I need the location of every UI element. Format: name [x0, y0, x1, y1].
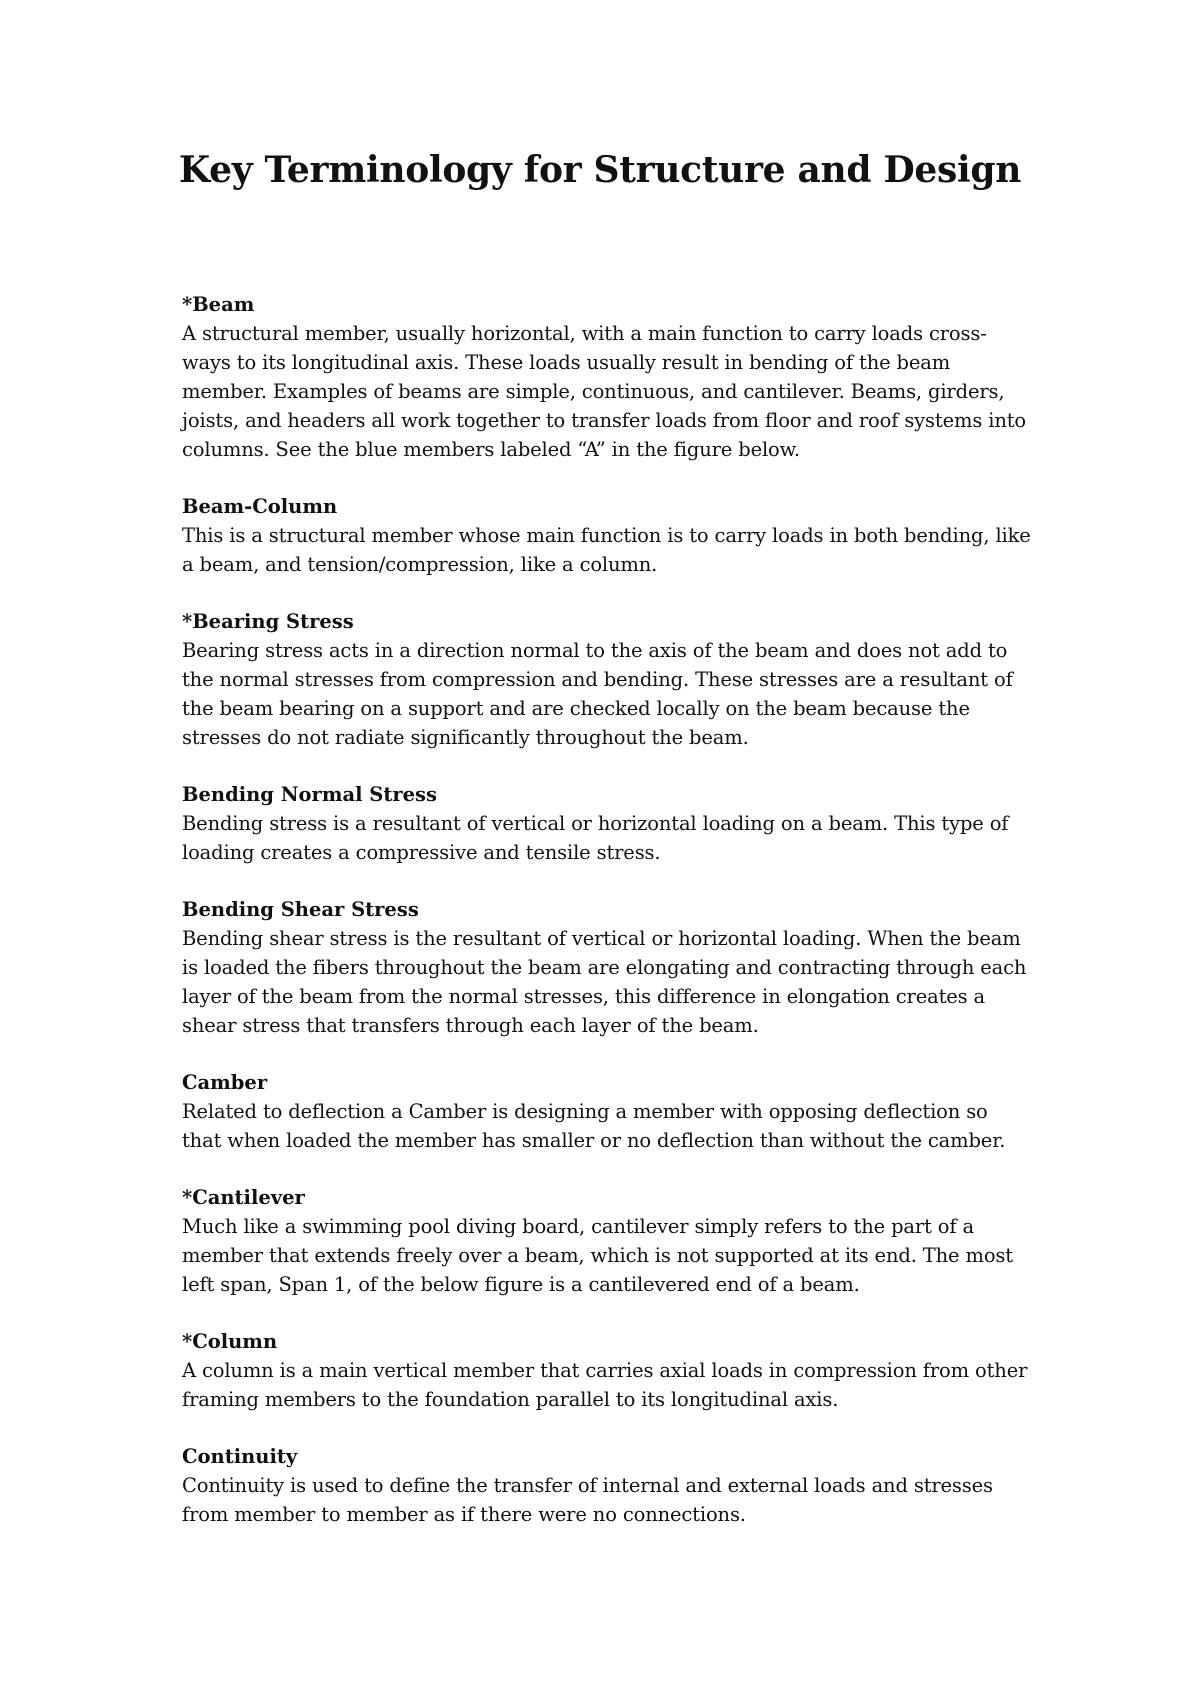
term-entry-column [182, 1327, 1032, 1414]
term-definition: Bearing stress acts in a direction normal to the axis of the beam and does not add to the normal stresses from compression and bending. These stresses are a resultant of the beam bearing on a support and are checked locally on the beam because the stresses do not radiate significantly throughout the beam. [182, 639, 1013, 749]
term-entry-beam-column [182, 492, 1032, 579]
term-name: Bending Shear Stress [182, 898, 419, 921]
term-entry-bearing-stress [182, 607, 1032, 752]
term-definition: Bending stress is a resultant of vertical or horizontal loading on a beam. This type of loading creates a compressive and tensile stress. [182, 812, 1009, 864]
term-definition: A structural member, usually horizontal, with a main function to carry loads cross-ways to its longitudinal axis. These loads usually result in bending of the beam member. Examples of beams are simple, continuous, and cantilever. Beams, girders, joists, and headers all work together to transfer loads from floor and roof systems into columns. See the blue members labeled “A” in the figure below. [182, 322, 1027, 461]
term-name: Beam-Column [182, 495, 338, 518]
term-entry-bending-shear-stress [182, 895, 1032, 1040]
term-name: Continuity [182, 1445, 298, 1468]
term-name: Camber [182, 1071, 268, 1094]
term-entry-cantilever [182, 1183, 1032, 1299]
term-definition: Much like a swimming pool diving board, cantilever simply refers to the part of a member that extends freely over a beam, which is not supported at its end. The most left span, Span 1, of the below figure is a cantilevered end of a beam. [182, 1215, 1013, 1296]
term-definition: A column is a main vertical member that carries axial loads in compression from other framing members to the foundation parallel to its longitudinal axis. [182, 1359, 1028, 1411]
term-entry-camber [182, 1068, 1032, 1155]
term-name: *Beam [182, 293, 255, 316]
term-definition: This is a structural member whose main function is to carry loads in both bending, like a beam, and tension/compression, like a column. [182, 524, 1031, 576]
term-definition: Continuity is used to define the transfer of internal and external loads and stresses from member to member as if there were no connections. [182, 1474, 993, 1526]
term-name: *Cantilever [182, 1186, 305, 1209]
term-entry-bending-normal-stress [182, 780, 1032, 867]
page-title: Key Terminology for Structure and Design [178, 149, 1022, 191]
term-name: Bending Normal Stress [182, 783, 438, 806]
term-entry-continuity [182, 1442, 1032, 1529]
term-definition: Related to deflection a Camber is designing a member with opposing deflection so that when loaded the member has smaller or no deflection than without the camber. [182, 1100, 1006, 1152]
term-definition: Bending shear stress is the resultant of vertical or horizontal loading. When the beam is loaded the fibers throughout the beam are elongating and contracting through each layer of the beam from the normal stresses, this difference in elongation creates a shear stress that transfers through each layer of the beam. [182, 927, 1027, 1037]
term-name: *Column [182, 1330, 278, 1353]
terminology-list [182, 290, 1032, 1557]
term-name: *Bearing Stress [182, 610, 354, 633]
term-entry-beam [182, 290, 1032, 464]
